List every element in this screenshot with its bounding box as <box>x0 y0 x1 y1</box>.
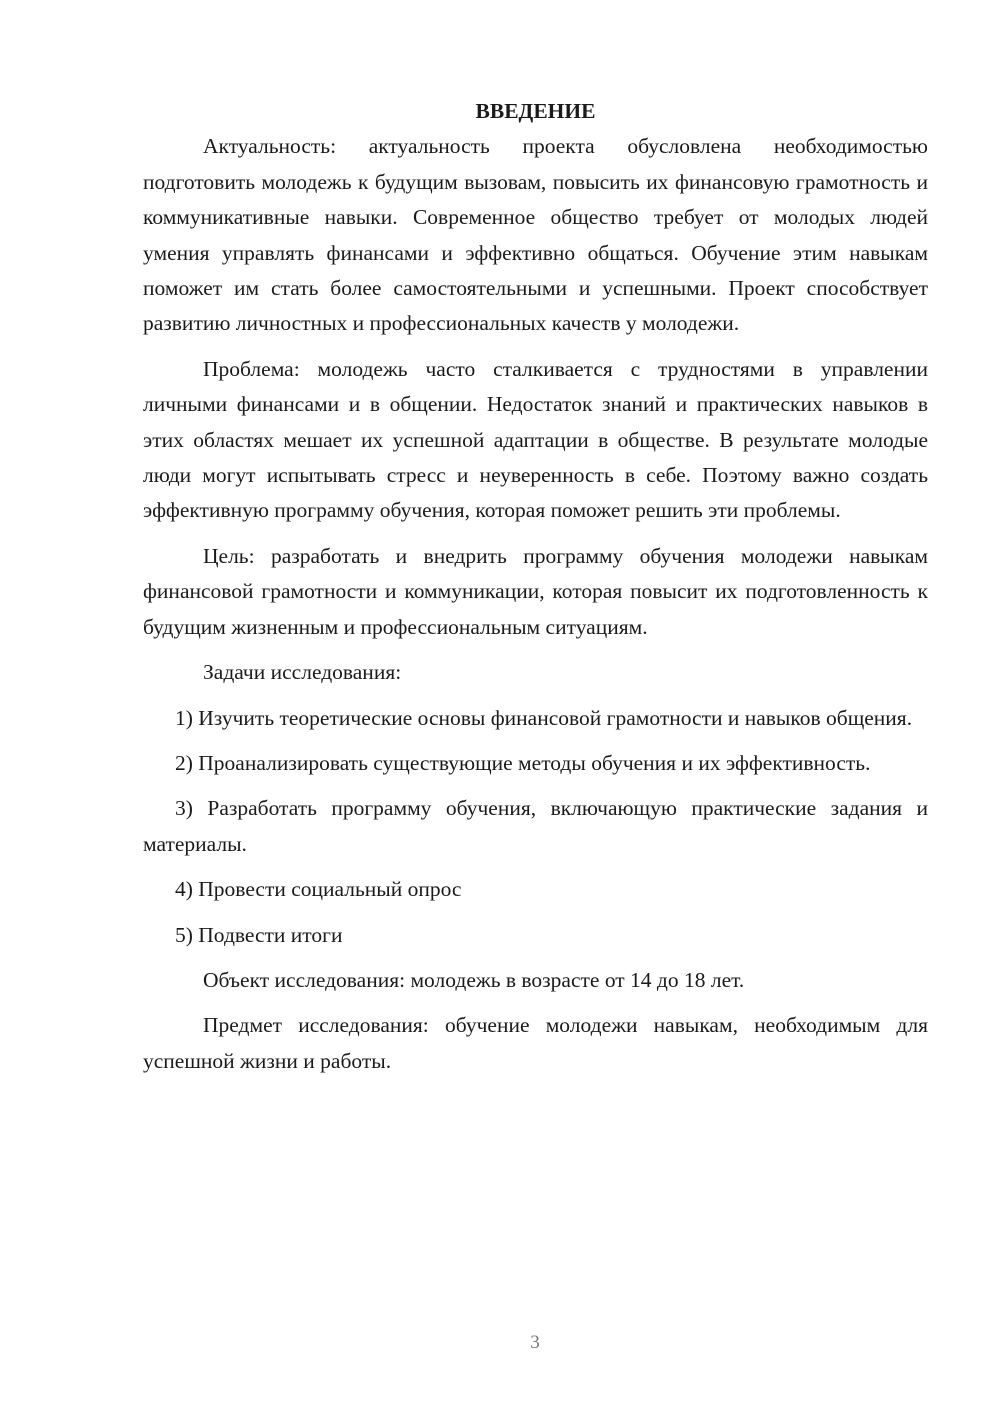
task-item-3: 3) Разработать программу обучения, включающую практические задания и материалы. <box>143 796 928 856</box>
task-item-1: 1) Изучить теоретические основы финансовой грамотности и навыков общения. <box>175 705 913 730</box>
paragraph-tasks-heading: Задачи исследования: <box>203 660 402 685</box>
paragraph-object: Объект исследования: молодежь в возрасте от 14 до 18 лет. <box>203 967 745 992</box>
page-number: 3 <box>530 1332 540 1353</box>
task-item-2: 2) Проанализировать существующие методы обучения и их эффективность. <box>175 750 871 775</box>
paragraph-relevance: Актуальность: актуальность проекта обусловлена необходимостью подготовить молодежь к будущим вызовам, повысить их финансовую грамотность и коммуникативные навыки. Современное общество требует от молодых людей умения управлять финансами и эффективно общаться. Обучение этим навыкам поможет им стать более самостоятельными и успешными. Проект способствует развитию личностных и профессиональных качеств у молодежи. <box>143 134 928 336</box>
task-item-5: 5) Подвести итоги <box>175 922 343 947</box>
paragraph-problem: Проблема: молодежь часто сталкивается с трудностями в управлении личными финансами и в общении. Недостаток знаний и практических навыков в этих областях мешает их успешной адаптации в обществе. В результате молодые люди могут испытывать стресс и неуверенность в себе. Поэтому важно создать эффективную программу обучения, которая поможет решить эти проблемы. <box>143 356 928 523</box>
document-page <box>143 94 928 1089</box>
section-title: ВВЕДЕНИЕ <box>475 99 596 123</box>
paragraph-subject: Предмет исследования: обучение молодежи навыкам, необходимым для успешной жизни и работы. <box>143 1013 928 1073</box>
paragraph-goal: Цель: разработать и внедрить программу обучения молодежи навыкам финансовой грамотности и коммуникации, которая повысит их подготовленность к будущим жизненным и профессиональным ситуациям. <box>143 543 928 639</box>
task-item-4: 4) Провести социальный опрос <box>175 877 462 902</box>
